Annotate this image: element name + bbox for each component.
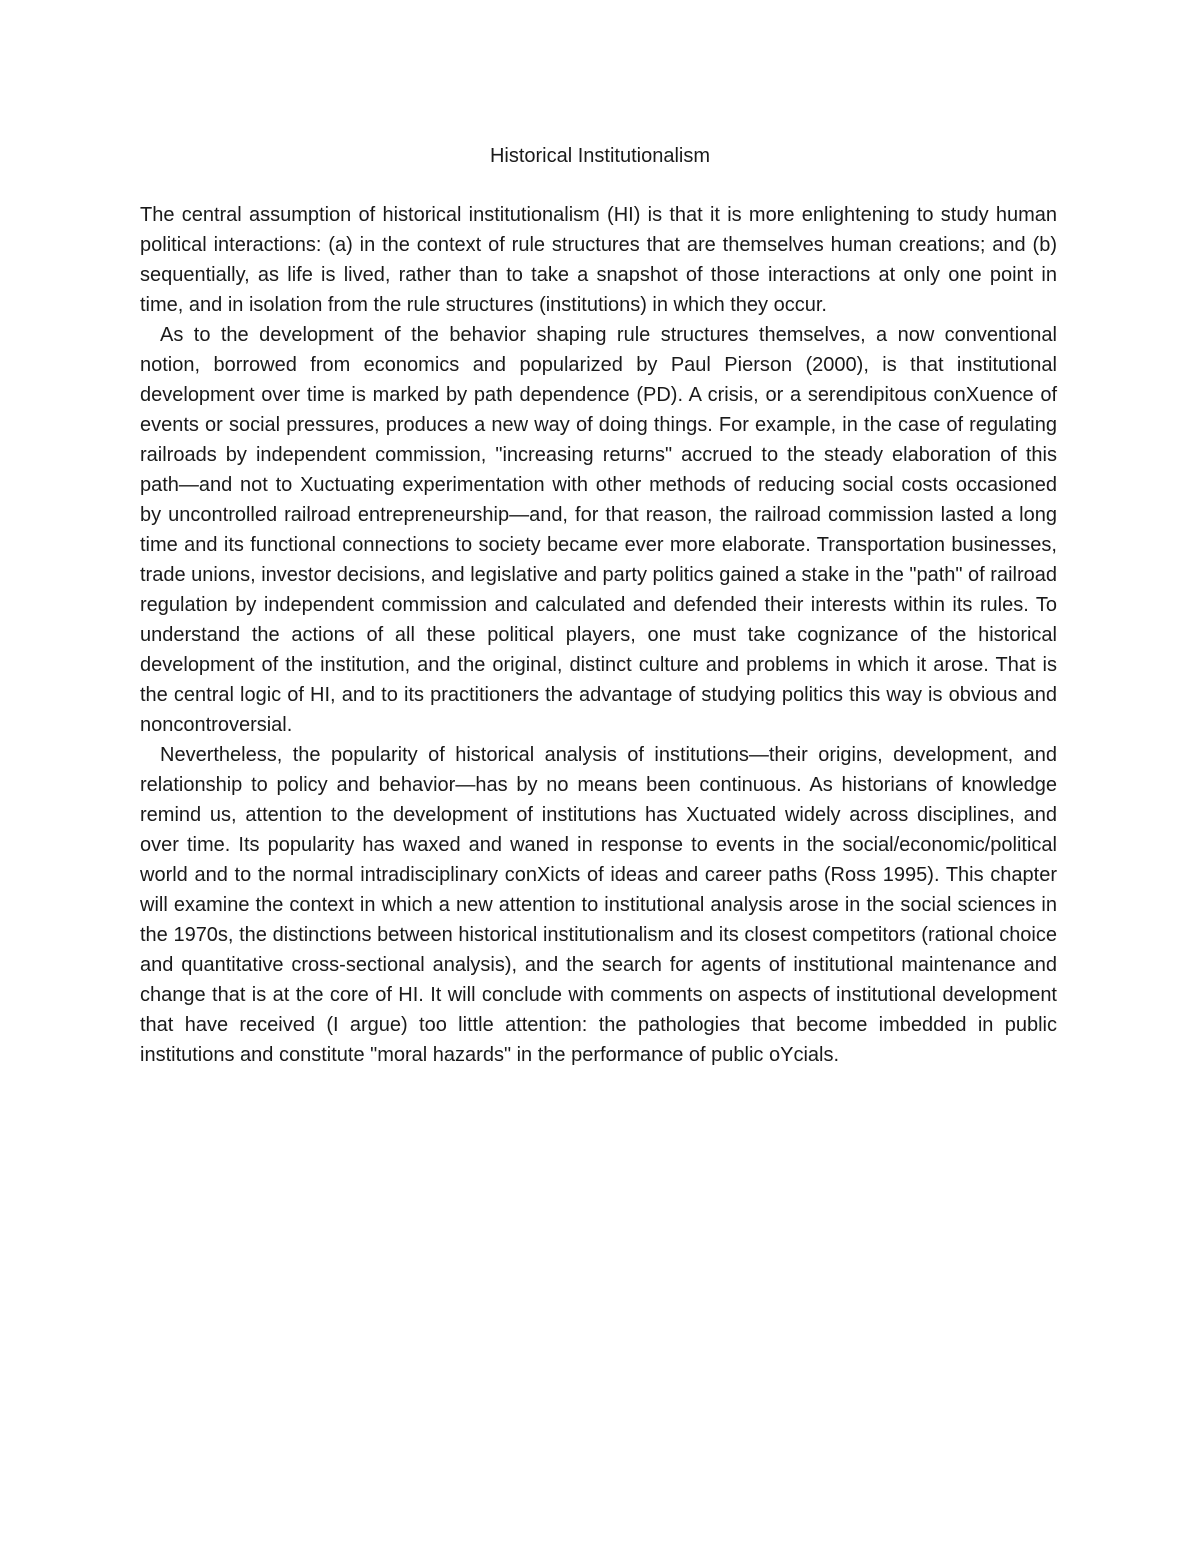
document-title: Historical Institutionalism <box>489 145 711 167</box>
document-body <box>140 200 1057 1070</box>
paragraph-1: The central assumption of historical institutionalism (HI) is that it is more enlightening to study human political interactions: (a) in the context of rule structures that are themselves human creations; and (b) sequentially, as life is lived, rather than to take a snapshot of those interactions at only one point in time, and in isolation from the rule structures (institutions) in which they occur. <box>140 204 1057 316</box>
paragraph-2: As to the development of the behavior shaping rule structures themselves, a now conventional notion, borrowed from economics and popularized by Paul Pierson (2000), is that institutional development over time is marked by path dependence (PD). A crisis, or a serendipitous conXuence of events or social pressures, produces a new way of doing things. For example, in the case of regulating railroads by independent commission, "increasing returns" accrued to the steady elaboration of this path—and not to Xuctuating experimentation with other methods of reducing social costs occasioned by uncontrolled railroad entrepreneurship—and, for that reason, the railroad commission lasted a long time and its functional connections to society became ever more elaborate. Transportation businesses, trade unions, investor decisions, and legislative and party politics gained a stake in the "path" of railroad regulation by independent commission and calculated and defended their interests within its rules. To understand the actions of all these political players, one must take cognizance of the historical development of the institution, and the original, distinct culture and problems in which it arose. That is the central logic of HI, and to its practitioners the advantage of studying politics this way is obvious and noncontroversial. <box>140 324 1057 736</box>
paragraph-3: Nevertheless, the popularity of historical analysis of institutions—their origins, development, and relationship to policy and behavior—has by no means been continuous. As historians of knowledge remind us, attention to the development of institutions has Xuctuated widely across disciplines, and over time. Its popularity has waxed and waned in response to events in the social/economic/political world and to the normal intradisciplinary conXicts of ideas and career paths (Ross 1995). This chapter will examine the context in which a new attention to institutional analysis arose in the social sciences in the 1970s, the distinctions between historical institutionalism and its closest competitors (rational choice and quantitative cross-sectional analysis), and the search for agents of institutional maintenance and change that is at the core of HI. It will conclude with comments on aspects of institutional development that have received (I argue) too little attention: the pathologies that become imbedded in public institutions and constitute "moral hazards" in the performance of public oYcials. <box>140 744 1057 1066</box>
